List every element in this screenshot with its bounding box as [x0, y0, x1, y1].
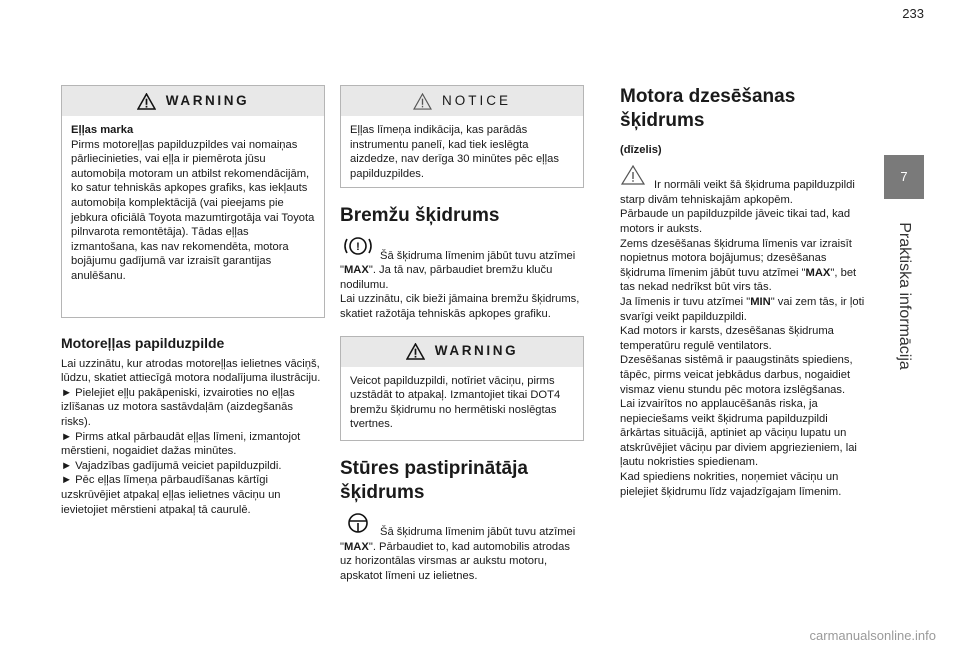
chapter-title: [882, 216, 926, 376]
coolant-min: MIN: [750, 295, 771, 308]
warning-header-2: [341, 337, 583, 367]
coolant-text-3: " vai zem tās, ir ļoti svarīgi veikt papilduzpildi. Kad motors ir karsts, dzesēšanas šķidruma temperatūru regulē ventilators. Dzesēšanas sistēmā ir paaugstināts spiediens, tāpēc, pirms veicat jebkādus darbus, nogaidiet vismaz vienu stundu pēc motora izslēgšanas. Lai izvairītos no applaucēšanās riska, ja nepieciešams veikt šķidruma papilduzpildi ārkārtas situācijā, aptiniet ap vāciņu lupatu un atskrūvējiet vāciņu par diviem apgriezieniem, lai ļautu nokristies spiedienam. Kad spiediens nokrities, noņemiet vāciņu un pielejiet šķidrumu līdz vajadzīgajam līmenim.: [620, 295, 865, 498]
steering-fluid-text: [340, 511, 584, 584]
coolant-subtitle: (dīzelis): [620, 144, 662, 156]
section-title-brake-fluid: Bremžu šķidrums: [340, 205, 500, 226]
coolant-text-2: ", bet tas nekad nedrīkst būt virs tās. Ja līmenis ir tuvu atzīmei ": [620, 266, 857, 308]
svg-text:!: !: [356, 241, 360, 253]
warning-label: WARNING: [165, 92, 250, 108]
notice-icon: [620, 164, 646, 186]
notice-header: [341, 86, 583, 116]
chapter-title-label: Praktiska informācija: [896, 222, 913, 370]
warning-title: Eļļas marka: [71, 124, 134, 136]
brake-fluid-icon: [340, 234, 376, 258]
warning-icon: [137, 93, 156, 110]
coolant-block: [620, 164, 870, 500]
column-3: [620, 85, 870, 499]
warning-header: [62, 86, 324, 116]
column-2: [340, 85, 584, 584]
notice-icon: [413, 93, 432, 110]
brake-text-b: ". Ja tā nav, pārbaudiet bremžu kluču nodilumu. Lai uzzinātu, cik bieži jāmaina bremžu šķidrums, skatiet ražotāja tehniskās apkopes grafiku.: [340, 264, 580, 320]
steer-text-a: Šā šķidruma līmenim jābūt tuvu atzīmei ": [340, 526, 576, 553]
warning-label-2: WARNING: [434, 343, 519, 359]
notice-label: NOTICE: [441, 92, 511, 108]
warning-text: Pirms motoreļļas papilduzpildes vai nomaiņas pārliecinieties, vai eļļa ir piemērota jūsu automobiļa motoram un atbilst rekomendācijām, ko satur tehniskās apkopes grafiks, kas iekļauts automobiļa komplektācijā (vai pieejams pie jebkura oficiālā Toyota mazumtirgotāja vai Toyota pilnvarota remontētāja). Tādas eļļas izmantošana, kas nav rekomendēta, motora bojājumu gadījumā var izraisīt garantijas anulēšanu.: [71, 138, 315, 282]
warning-icon: [406, 343, 425, 360]
steering-wheel-icon: [340, 511, 376, 535]
watermark: carmanualsonline.info: [809, 628, 936, 643]
warning-box-oil-grade: [61, 85, 325, 318]
notice-body: [341, 116, 583, 189]
warning-text-2: Veicot papilduzpildi, notīriet vāciņu, pirms uzstādāt to atpakaļ. Izmantojiet tikai DOT4 bremžu šķidrumu no hermētiski noslēgtas tvertnes.: [350, 374, 561, 431]
chapter-tab[interactable]: [884, 155, 924, 199]
section-title-oil-topup: Motoreļļas papilduzpilde: [61, 335, 225, 351]
warning-body: [62, 116, 324, 292]
steer-max: MAX: [343, 540, 369, 553]
brake-text-a: Šā šķidruma līmenim jābūt tuvu atzīmei ": [340, 249, 576, 277]
coolant-max: MAX: [805, 266, 831, 279]
chapter-number: 7: [900, 169, 908, 184]
coolant-text: [620, 164, 870, 500]
warning-body-2: [341, 367, 583, 440]
coolant-text-1: Ir normāli veikt šā šķidruma papilduzpildi starp divām tehniskajām apkopēm. Pārbaude un papilduzpilde jāveic tikai tad, kad motors ir auksts. Zems dzesēšanas šķidruma līmenis var izraisīt nopietnus motora bojājumus; dzesēšanas šķidruma līmenim jābūt tuvu atzīmei ": [620, 179, 855, 279]
brake-fluid-text: [340, 234, 584, 322]
steering-fluid-block: [340, 511, 584, 584]
column-1: [61, 85, 325, 517]
notice-box: [340, 85, 584, 188]
section-title-steering-fluid: Stūres pastiprinātāja šķidrums: [340, 457, 528, 503]
oil-topup-text: Lai uzzinātu, kur atrodas motoreļļas ielietnes vāciņš, lūdzu, skatiet attiecīgā motora nodalījuma ilustrāciju. ► Pielejiet eļļu pakāpeniski, izvairoties no eļļas izlīšanas uz motora sastāvdaļām (aizdegšanās risks). ► Pirms atkal pārbaudāt eļļas līmeni, izmantojot mērstieni, nogaidiet dažas minūtes. ► Vajadzības gadījumā veiciet papilduzpildi. ► Pēc eļļas līmeņa pārbaudīšanas kārtīgi uzskrūvējiet atpakaļ eļļas ielietnes vāciņu un ievietojiet mērstieni atpakaļ tā caurulē.: [61, 357, 321, 516]
page-number: 233: [902, 6, 924, 21]
warning-box-brake: [340, 336, 584, 441]
section-title-coolant: Motora dzesēšanas šķidrums: [620, 86, 796, 131]
brake-max: MAX: [343, 264, 369, 277]
steer-text-b: ". Pārbaudiet to, kad automobilis atrodas uz horizontālas virsmas ar aukstu motoru, apskatot līmeni uz ielietnes.: [340, 540, 570, 582]
brake-fluid-block: [340, 234, 584, 322]
notice-text: Eļļas līmeņa indikācija, kas parādās instrumentu panelī, kad tiek ieslēgta aizdedze, nav derīga 30 minūtes pēc eļļas papilduzpildes.: [350, 124, 559, 180]
